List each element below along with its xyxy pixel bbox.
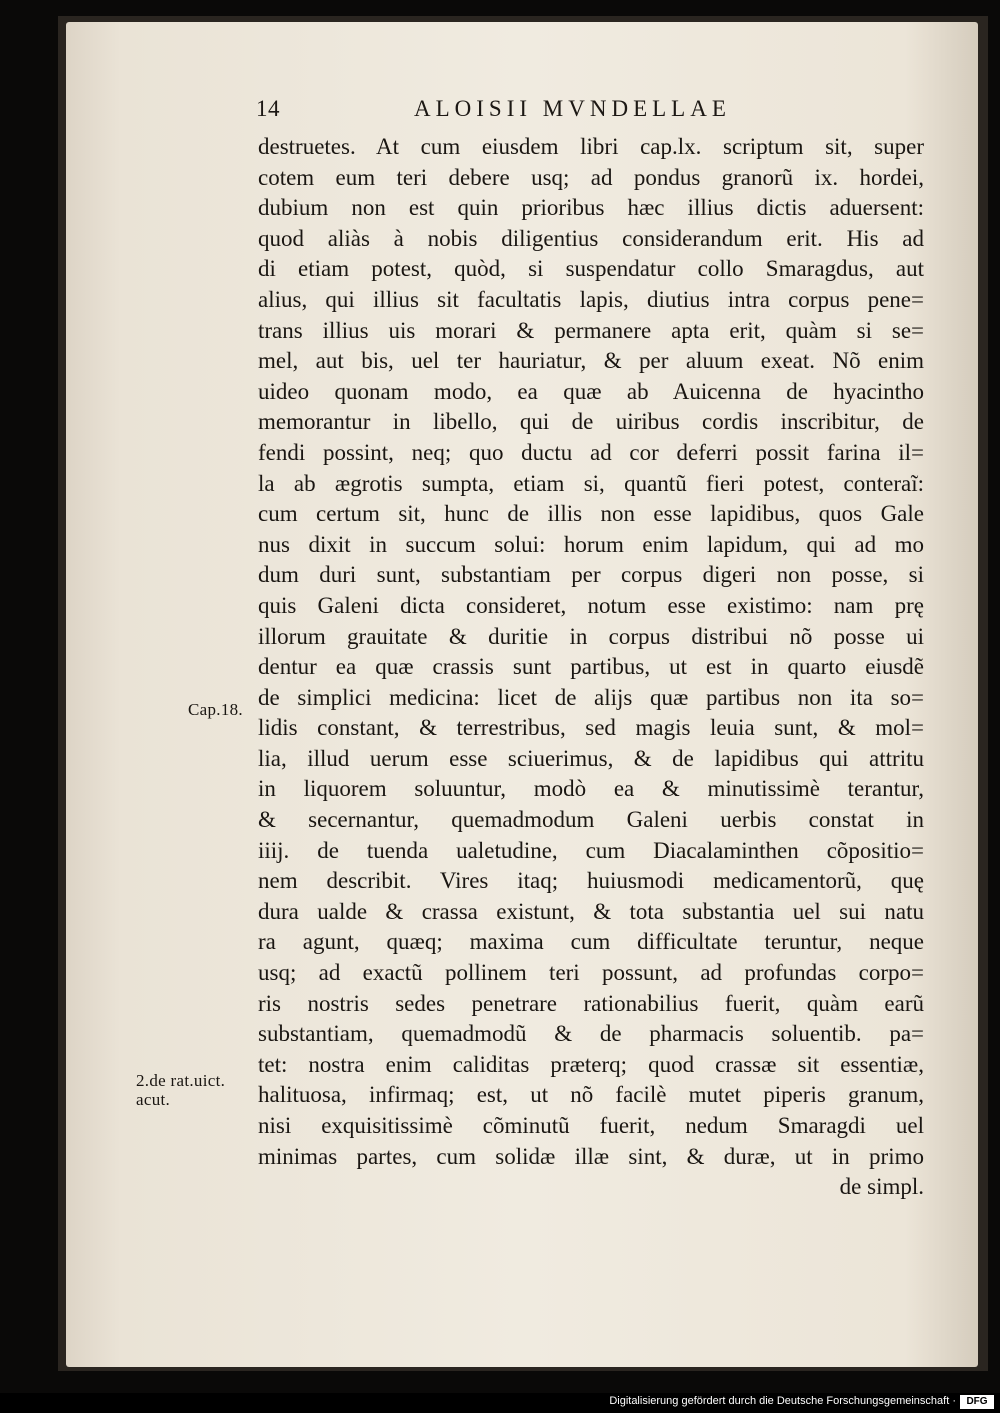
text-line: dubium non est quin prioribus hæc illius dictis aduersent: [258,195,924,221]
text-line: & secernantur, quemadmodum Galeni uerbis constat in [258,807,924,833]
page-number: 14 [256,96,280,121]
catchword: de simpl. [839,1174,924,1200]
text-line: nus dixit in succum solui: horum enim lapidum, qui ad mo [258,531,924,557]
text-line: mel, aut bis, uel ter hauriatur, & per aluum exeat. Nõ enim [258,348,924,374]
text-line: iiij. de tuenda ualetudine, cum Diacalaminthen cõpositio= [258,837,924,863]
text-line: ris nostris sedes penetrare rationabilius fuerit, quàm earũ [258,990,924,1016]
text-line: halituosa, infirmaq; est, ut nõ facilè mutet piperis granum, [258,1082,924,1108]
text-line: trans illius uis morari & permanere apta erit, quàm si se= [258,317,924,343]
funding-credit: Digitalisierung gefördert durch die Deutsche Forschungsgemeinschaft · [609,1395,956,1407]
text-line: cum certum sit, hunc de illis non esse lapidibus, quos Gale [258,501,924,527]
text-line: quis Galeni dicta consideret, notum esse existimo: nam prę [258,592,924,618]
text-line: alius, qui illius sit facultatis lapis, diutius intra corpus pene= [258,286,924,312]
text-line: di etiam potest, quòd, si suspendatur collo Smaragdus, aut [258,256,924,282]
text-line: dura ualde & crassa existunt, & tota substantia uel sui natu [258,898,924,924]
marginal-note-cap: Cap.18. [188,700,243,719]
text-line: minimas partes, cum solidæ illæ sint, & duræ, ut in primo [258,1143,924,1169]
text-line: illorum grauitate & duritie in corpus distribui nõ posse ui [258,623,924,649]
dfg-logo-icon: DFG [960,1395,994,1409]
text-line: la ab ægrotis sumpta, etiam si, quantũ fieri potest, conteraĩ: [258,470,924,496]
text-line: tet: nostra enim caliditas præterq; quod crassæ sit essentiæ, [258,1051,924,1077]
text-line: uideo quonam modo, ea quæ ab Auicenna de hyacintho [258,378,924,404]
text-line: nem describit. Vires itaq; huiusmodi medicamentorũ, quę [258,868,924,894]
text-line: lia, illud uerum esse sciuerimus, & de lapidibus qui attritu [258,745,924,771]
text-line: in liquorem soluuntur, modò ea & minutissimè terantur, [258,776,924,802]
text-line: ra agunt, quæq; maxima cum difficultate teruntur, neque [258,929,924,955]
text-line: de simplici medicina: licet de alijs quæ partibus non ita so= [258,684,924,710]
text-line: destruetes. At cum eiusdem libri cap.lx. scriptum sit, super [258,134,924,159]
text-line: nisi exquisitissimè cõminutũ fuerit, nedum Smaragdi uel [258,1113,924,1138]
marginal-note-ref: 2.de rat.uict. [136,1071,226,1090]
text-line: quod aliàs à nobis diligentius considerandum erit. His ad [258,225,924,251]
text-line: substantiam, quemadmodũ & de pharmacis soluentib. pa= [258,1021,924,1047]
text-line: cotem eum teri debere usq; ad pondus granorũ ix. hordei, [258,164,924,190]
text-line: fendi possint, neq; quo ductu ad cor deferri possit farina il= [258,439,924,465]
text-line: dentur ea quæ crassis sunt partibus, ut est in quarto eiusdẽ [258,654,924,680]
text-line: usq; ad exactũ pollinem teri possunt, ad profundas corpo= [258,960,924,986]
running-title: ALOISII MVNDELLAE [414,96,731,121]
marginal-note-ref-cont: acut. [136,1090,171,1109]
text-line: lidis constant, & terrestribus, sed magis leuia sunt, & mol= [258,715,924,741]
main-text-block [258,132,924,1203]
text-line: dum duri sunt, substantiam per corpus digeri non posse, si [258,562,924,588]
text-line: memorantur in libello, qui de uiribus cordis inscribitur, de [258,409,924,435]
